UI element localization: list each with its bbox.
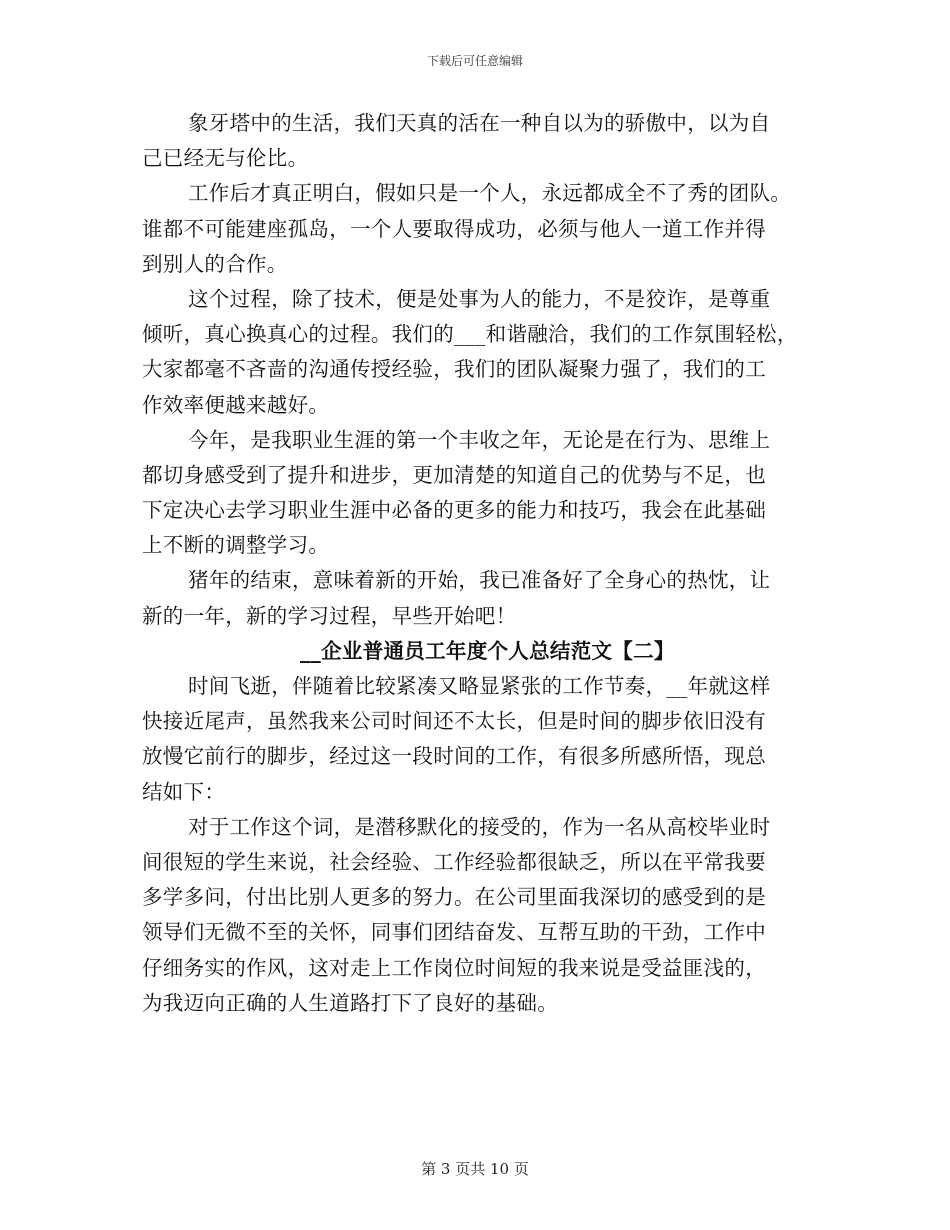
paragraph-line: 新的一年，新的学习过程，早些开始吧！: [142, 603, 517, 628]
paragraph-line: 对于工作这个词，是潜移默化的接受的，作为一名从高校毕业时: [188, 814, 771, 839]
page-header: 下载后可任意编辑: [426, 54, 523, 68]
paragraph-line: 己已经无与伦比。: [142, 146, 309, 171]
paragraph-line: 到别人的合作。: [142, 251, 288, 276]
paragraph-line: 猪年的结束，意味着新的开始，我已准备好了全身心的热忱，让: [188, 568, 771, 593]
paragraph-line: 放慢它前行的脚步，经过这一段时间的工作，有很多所感所悟，现总: [142, 744, 766, 769]
section-heading: __企业普通员工年度个人总结范文【二】: [300, 638, 675, 663]
paragraph-line: 倾听，真心换真心的过程。我们的___和谐融洽，我们的工作氛围轻松，: [142, 322, 798, 347]
paragraph-line: 为我迈向正确的人生道路打下了良好的基础。: [142, 990, 558, 1015]
paragraph-line: 大家都毫不吝啬的沟通传授经验，我们的团队凝聚力强了，我们的工: [142, 357, 766, 382]
paragraph-line: 快接近尾声，虽然我来公司时间还不太长，但是时间的脚步依旧没有: [142, 709, 766, 734]
paragraph-line: 象牙塔中的生活，我们天真的活在一种自以为的骄傲中，以为自: [188, 111, 771, 135]
paragraph-line: 仔细务实的作风，这对走上工作岗位时间短的我来说是受益匪浅的，: [142, 955, 766, 980]
paragraph-line: 作效率便越来越好。: [142, 392, 330, 417]
paragraph-line: 多学多问，付出比别人更多的努力。在公司里面我深切的感受到的是: [142, 885, 766, 910]
paragraph-line: 时间飞逝，伴随着比较紧凑又略显紧张的工作节奏，__年就这样: [188, 674, 771, 698]
paragraph-line: 间很短的学生来说，社会经验、工作经验都很缺乏，所以在平常我要: [142, 849, 766, 874]
page-number: 第 3 页共 10 页: [421, 1160, 529, 1178]
document-body: [142, 106, 822, 1021]
paragraph-line: 这个过程，除了技术，便是处事为人的能力，不是狡诈，是尊重: [188, 286, 771, 311]
paragraph-line: 下定决心去学习职业生涯中必备的更多的能力和技巧，我会在此基础: [142, 498, 766, 523]
paragraph-line: 工作后才真正明白，假如只是一个人，永远都成全不了秀的团队。: [188, 181, 792, 206]
paragraph-line: 领导们无微不至的关怀，同事们团结奋发、互帮互助的干劲，工作中: [142, 920, 766, 945]
paragraph-line: 结如下：: [142, 779, 226, 804]
paragraph-line: 谁都不可能建座孤岛，一个人要取得成功，必须与他人一道工作并得: [142, 216, 766, 241]
paragraph-line: 今年，是我职业生涯的第一个丰收之年，无论是在行为、思维上: [188, 427, 771, 452]
paragraph-line: 都切身感受到了提升和进步，更加清楚的知道自己的优势与不足，也: [142, 462, 766, 487]
paragraph-line: 上不断的调整学习。: [142, 533, 330, 558]
